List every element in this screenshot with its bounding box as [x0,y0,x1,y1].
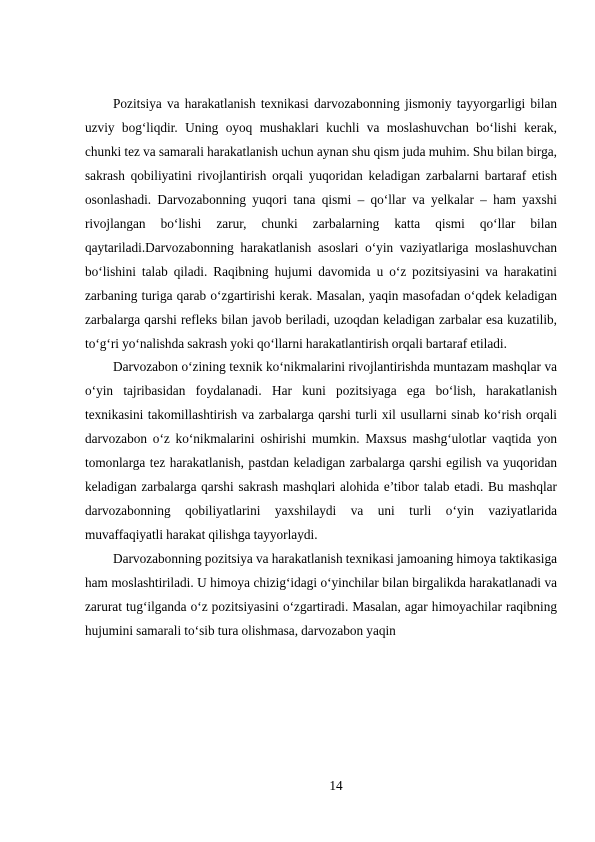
body-text [85,92,557,643]
page-number: 14 [329,778,343,793]
paragraph-2: Darvozabon o‘zining texnik ko‘nikmalarini rivojlantirishda muntazam mashqlar va o‘yin tajribasidan foydalanadi. Har kuni pozitsiyaga ega bo‘lish, harakatlanish texnikasini takomillashtirish va zarbalarga qarshi turli xil usullarni sinab ko‘rish orqali darvozabon o‘z ko‘nikmalarini oshirishi mumkin. Maxsus mashg‘ulotlar vaqtida yon tomonlarga tez harakatlanish, pastdan keladigan zarbalarga qarshi egilish va yuqoridan keladigan zarbalarga qarshi sakrash mashqlari alohida e’tibor talab etadi. Bu mashqlar darvozabonning qobiliyatlarini yaxshilaydi va uni turli o‘yin vaziyatlarida muvaffaqiyatli harakat qilishga tayyorlaydi. [85,359,557,543]
paragraph-3: Darvozabonning pozitsiya va harakatlanish texnikasi jamoaning himoya taktikasiga ham moslashtiriladi. U himoya chizig‘idagi o‘yinchilar bilan birgalikda harakatlanadi va zarurat tug‘ilganda o‘z pozitsiyasini o‘zgartiradi. Masalan, agar himoyachilar raqibning hujumini samarali to‘sib tura olishmasa, darvozabon yaqin [85,551,557,638]
paragraph-1: Pozitsiya va harakatlanish texnikasi darvozabonning jismoniy tayyorgarligi bilan uzviy bog‘liqdir. Uning oyoq mushaklari kuchli va moslashuvchan bo‘lishi kerak, chunki tez va samarali harakatlanish uchun aynan shu qism juda muhim. Shu bilan birga, sakrash qobiliyatini rivojlantirish orqali yuqoridan keladigan zarbalarni bartaraf etish osonlashadi. Darvozabonning yuqori tana qismi – qo‘llar va yelkalar – ham yaxshi rivojlangan bo‘lishi zarur, chunki zarbalarning katta qismi qo‘llar bilan qaytariladi.Darvozabonning harakatlanish asoslari o‘yin vaziyatlariga moslashuvchan bo‘lishini talab qiladi. Raqibning hujumi davomida u o‘z pozitsiyasini va harakatini zarbaning turiga qarab o‘zgartirishi kerak. Masalan, yaqin masofadan o‘qdek keladigan zarbalarga qarshi refleks bilan javob beriladi, uzoqdan keladigan zarbalar esa kuzatilib, to‘g‘ri yo‘nalishda sakrash yoki qo‘llarni harakatlantirish orqali bartaraf etiladi. [85,96,557,351]
